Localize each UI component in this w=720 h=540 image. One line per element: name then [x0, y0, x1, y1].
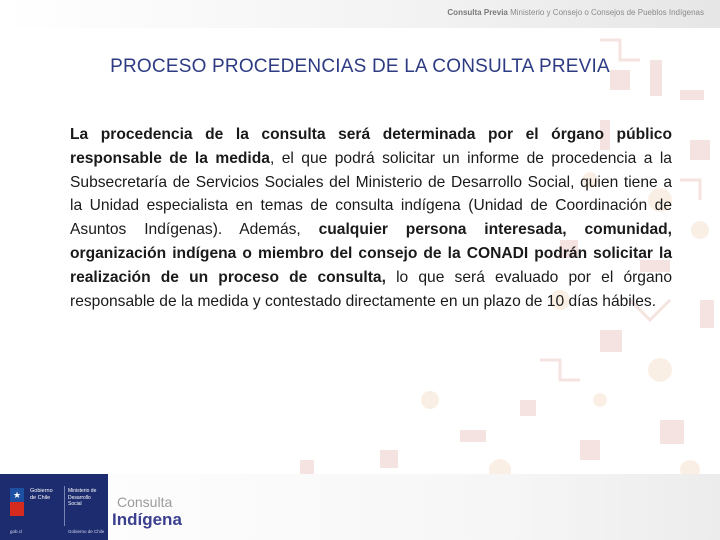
paragraph-bold-2: cualquier persona interesada, comunidad, organización indígena o miembro del consejo de la CONADI podrán solicitar la realización de un proceso de consulta,	[70, 221, 672, 286]
gov-logo-divider	[64, 486, 65, 526]
gobierno-de-chile-logo	[0, 474, 108, 540]
consulta-indigena-bottom: Indígena	[112, 510, 182, 529]
gov-logo-line1: Gobierno de Chile	[30, 488, 53, 501]
body-paragraph	[70, 123, 672, 313]
consulta-indigena-top: Consulta	[117, 494, 173, 510]
header-brand: Consulta Previa	[447, 8, 508, 17]
header-caption	[447, 8, 704, 17]
consulta-indigena-logo	[112, 494, 182, 529]
gov-logo-url: gob.cl	[10, 529, 23, 534]
footer-bar	[0, 474, 720, 540]
chile-flag-icon: ★	[10, 488, 24, 516]
header-ministry: Ministerio y Consejo o Consejos de Pueblos Indígenas	[510, 8, 704, 17]
slide-title: PROCESO PROCEDENCIAS DE LA CONSULTA PREVIA	[110, 56, 610, 77]
gov-logo-sub: Gobierno de Chile	[68, 529, 105, 534]
gov-logo-line2: Ministerio de Desarrollo Social	[68, 488, 97, 507]
paragraph-bold-1: La procedencia de la consulta será determinada por el órgano público responsable de la medida	[70, 126, 672, 167]
header-bar	[0, 0, 720, 28]
paragraph-text-1: , el que podrá solicitar un informe de procedencia a la Subsecretaría de Servicios Sociales del Ministerio de Desarrollo Social, quien tiene a la Unidad especialista en temas de consulta indígena (Unidad de Coordinación de Asuntos Indígenas). Además,	[70, 149, 672, 239]
paragraph-text-2: lo que será evaluado por el órgano responsable de la medida y contestado directamente en un plazo de 10 días hábiles.	[70, 268, 672, 310]
